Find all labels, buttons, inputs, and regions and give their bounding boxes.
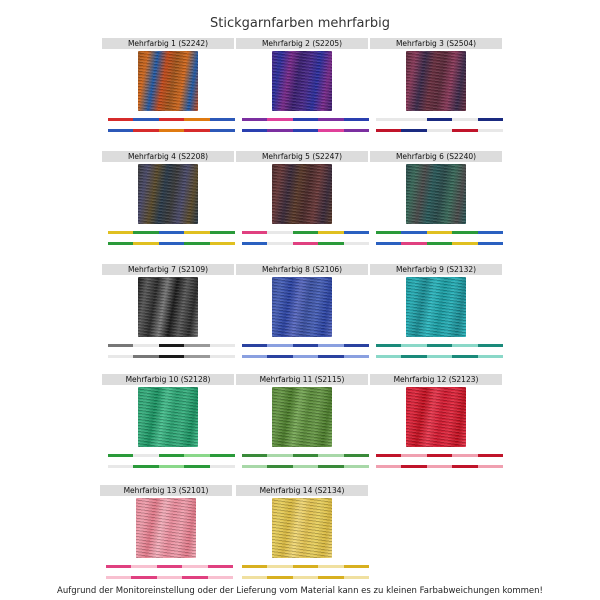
stripe-segment <box>452 465 477 468</box>
stripe-segment <box>159 242 184 245</box>
stripe-segment <box>159 344 184 347</box>
thread-spool-image <box>272 498 332 558</box>
stripe-segment <box>159 118 184 121</box>
disclaimer-text: Aufgrund der Monitoreinstellung oder der Lieferung vom Material kann es zu kleinen Farbabweichungen kommen! <box>57 586 543 596</box>
stripe-segment <box>401 355 426 358</box>
color-card <box>100 485 232 581</box>
stripe-segment <box>478 129 503 132</box>
stripe-segment <box>427 129 452 132</box>
stripe-segment <box>133 355 158 358</box>
stripe-segment <box>401 465 426 468</box>
stripe-segment <box>184 231 209 234</box>
thread-spool-image <box>138 164 198 224</box>
color-card <box>370 38 502 134</box>
thread-stripe <box>242 231 369 234</box>
thread-stripe <box>376 231 503 234</box>
stripe-segment <box>106 576 131 579</box>
stripe-segment <box>452 129 477 132</box>
stripe-segment <box>376 231 401 234</box>
stripe-segment <box>131 565 156 568</box>
stripe-segment <box>242 129 267 132</box>
stripe-segment <box>108 242 133 245</box>
stripe-segment <box>344 231 369 234</box>
stripe-segment <box>210 118 235 121</box>
thread-stripe <box>108 231 235 234</box>
thread-stripe <box>376 344 503 347</box>
color-label: Mehrfarbig 12 (S2123) <box>370 374 502 385</box>
color-label: Mehrfarbig 8 (S2106) <box>236 264 368 275</box>
color-label: Mehrfarbig 1 (S2242) <box>102 38 234 49</box>
color-label: Mehrfarbig 2 (S2205) <box>236 38 368 49</box>
stripe-segment <box>318 344 343 347</box>
stripe-segment <box>208 576 233 579</box>
stripe-segment <box>242 242 267 245</box>
stripe-segment <box>293 118 318 121</box>
stripe-segment <box>106 565 131 568</box>
stripe-segment <box>267 344 292 347</box>
stripe-segment <box>478 355 503 358</box>
stripe-segment <box>242 355 267 358</box>
stripe-segment <box>376 242 401 245</box>
stripe-segment <box>242 344 267 347</box>
thread-stripe <box>242 242 369 245</box>
stripe-segment <box>133 231 158 234</box>
stripe-segment <box>267 242 292 245</box>
stripe-segment <box>401 242 426 245</box>
stripe-segment <box>344 355 369 358</box>
stripe-segment <box>108 465 133 468</box>
stripe-segment <box>401 129 426 132</box>
thread-spool-image <box>406 387 466 447</box>
thread-stripe <box>108 355 235 358</box>
thread-spool-image <box>138 387 198 447</box>
color-card <box>236 38 368 134</box>
stripe-segment <box>293 454 318 457</box>
stripe-segment <box>344 129 369 132</box>
stripe-segment <box>184 118 209 121</box>
thread-stripe <box>108 465 235 468</box>
thread-stripe <box>242 355 369 358</box>
stripe-segment <box>267 465 292 468</box>
color-label: Mehrfarbig 5 (S2247) <box>236 151 368 162</box>
stripe-segment <box>452 118 477 121</box>
stripe-segment <box>184 344 209 347</box>
stripe-segment <box>108 344 133 347</box>
stripe-segment <box>478 344 503 347</box>
stripe-segment <box>267 576 292 579</box>
stripe-segment <box>267 129 292 132</box>
stripe-segment <box>293 355 318 358</box>
color-label: Mehrfarbig 7 (S2109) <box>102 264 234 275</box>
color-label: Mehrfarbig 6 (S2240) <box>370 151 502 162</box>
color-label: Mehrfarbig 9 (S2132) <box>370 264 502 275</box>
thread-stripe <box>242 344 369 347</box>
thread-stripe <box>376 465 503 468</box>
color-card <box>102 151 234 247</box>
stripe-segment <box>427 231 452 234</box>
stripe-segment <box>427 118 452 121</box>
stripe-segment <box>376 454 401 457</box>
stripe-segment <box>267 118 292 121</box>
color-card <box>236 485 368 581</box>
thread-spool-image <box>272 387 332 447</box>
stripe-segment <box>293 129 318 132</box>
thread-stripe <box>106 565 233 568</box>
color-label: Mehrfarbig 4 (S2208) <box>102 151 234 162</box>
stripe-segment <box>108 118 133 121</box>
stripe-segment <box>131 576 156 579</box>
stripe-segment <box>267 454 292 457</box>
stripe-segment <box>159 454 184 457</box>
thread-stripe <box>108 129 235 132</box>
color-card <box>370 374 502 470</box>
stripe-segment <box>133 129 158 132</box>
stripe-segment <box>293 231 318 234</box>
thread-spool-image <box>406 164 466 224</box>
thread-stripe <box>242 129 369 132</box>
thread-stripe <box>108 242 235 245</box>
color-label: Mehrfarbig 10 (S2128) <box>102 374 234 385</box>
thread-stripe <box>108 454 235 457</box>
stripe-segment <box>427 242 452 245</box>
stripe-segment <box>318 355 343 358</box>
stripe-segment <box>267 231 292 234</box>
stripe-segment <box>133 465 158 468</box>
stripe-segment <box>376 465 401 468</box>
stripe-segment <box>208 565 233 568</box>
thread-spool-image <box>406 51 466 111</box>
stripe-segment <box>427 454 452 457</box>
stripe-segment <box>401 118 426 121</box>
stripe-segment <box>427 344 452 347</box>
stripe-segment <box>344 454 369 457</box>
thread-stripe <box>108 118 235 121</box>
stripe-segment <box>376 344 401 347</box>
stripe-segment <box>182 576 207 579</box>
thread-spool-image <box>138 51 198 111</box>
stripe-segment <box>318 576 343 579</box>
stripe-segment <box>344 565 369 568</box>
stripe-segment <box>184 129 209 132</box>
thread-spool-image <box>406 277 466 337</box>
thread-stripe <box>376 118 503 121</box>
stripe-segment <box>293 576 318 579</box>
stripe-segment <box>293 242 318 245</box>
stripe-segment <box>157 565 182 568</box>
stripe-segment <box>452 355 477 358</box>
thread-spool-image <box>272 164 332 224</box>
stripe-segment <box>344 576 369 579</box>
stripe-segment <box>108 129 133 132</box>
stripe-segment <box>318 454 343 457</box>
stripe-segment <box>318 118 343 121</box>
thread-spool-image <box>272 277 332 337</box>
stripe-segment <box>344 118 369 121</box>
color-card <box>236 151 368 247</box>
thread-stripe <box>242 576 369 579</box>
stripe-segment <box>293 565 318 568</box>
stripe-segment <box>376 355 401 358</box>
thread-stripe <box>106 576 233 579</box>
stripe-segment <box>478 118 503 121</box>
stripe-segment <box>242 465 267 468</box>
thread-stripe <box>242 118 369 121</box>
thread-stripe <box>376 454 503 457</box>
stripe-segment <box>242 454 267 457</box>
stripe-segment <box>318 242 343 245</box>
stripe-segment <box>478 465 503 468</box>
thread-spool-image <box>272 51 332 111</box>
stripe-segment <box>376 129 401 132</box>
stripe-segment <box>210 454 235 457</box>
stripe-segment <box>344 465 369 468</box>
color-card <box>102 38 234 134</box>
stripe-segment <box>401 454 426 457</box>
stripe-segment <box>452 242 477 245</box>
stripe-segment <box>478 231 503 234</box>
color-label: Mehrfarbig 14 (S2134) <box>236 485 368 496</box>
thread-spool-image <box>136 498 196 558</box>
color-card <box>236 264 368 360</box>
thread-stripe <box>376 129 503 132</box>
thread-stripe <box>242 454 369 457</box>
thread-stripe <box>242 465 369 468</box>
color-label: Mehrfarbig 3 (S2504) <box>370 38 502 49</box>
stripe-segment <box>318 465 343 468</box>
stripe-segment <box>210 231 235 234</box>
color-label: Mehrfarbig 13 (S2101) <box>100 485 232 496</box>
stripe-segment <box>159 129 184 132</box>
stripe-segment <box>182 565 207 568</box>
stripe-segment <box>184 454 209 457</box>
stripe-segment <box>159 355 184 358</box>
stripe-segment <box>293 465 318 468</box>
stripe-segment <box>157 576 182 579</box>
stripe-segment <box>133 118 158 121</box>
color-label: Mehrfarbig 11 (S2115) <box>236 374 368 385</box>
stripe-segment <box>344 344 369 347</box>
color-card <box>236 374 368 470</box>
stripe-segment <box>478 242 503 245</box>
stripe-segment <box>318 231 343 234</box>
stripe-segment <box>318 565 343 568</box>
stripe-segment <box>293 344 318 347</box>
stripe-segment <box>133 242 158 245</box>
stripe-segment <box>267 565 292 568</box>
stripe-segment <box>159 231 184 234</box>
color-card <box>370 264 502 360</box>
thread-stripe <box>376 242 503 245</box>
stripe-segment <box>267 355 292 358</box>
stripe-segment <box>427 465 452 468</box>
stripe-segment <box>133 344 158 347</box>
stripe-segment <box>133 454 158 457</box>
color-card <box>370 151 502 247</box>
stripe-segment <box>184 242 209 245</box>
stripe-segment <box>108 355 133 358</box>
stripe-segment <box>242 118 267 121</box>
stripe-segment <box>210 242 235 245</box>
color-card <box>102 264 234 360</box>
stripe-segment <box>210 355 235 358</box>
stripe-segment <box>159 465 184 468</box>
stripe-segment <box>401 231 426 234</box>
stripe-segment <box>210 465 235 468</box>
stripe-segment <box>210 344 235 347</box>
stripe-segment <box>452 344 477 347</box>
thread-stripe <box>108 344 235 347</box>
stripe-segment <box>242 231 267 234</box>
stripe-segment <box>344 242 369 245</box>
stripe-segment <box>452 454 477 457</box>
stripe-segment <box>108 231 133 234</box>
stripe-segment <box>318 129 343 132</box>
stripe-segment <box>478 454 503 457</box>
stripe-segment <box>242 565 267 568</box>
stripe-segment <box>376 118 401 121</box>
thread-stripe <box>242 565 369 568</box>
stripe-segment <box>452 231 477 234</box>
stripe-segment <box>184 355 209 358</box>
stripe-segment <box>108 454 133 457</box>
page-title: Stickgarnfarben mehrfarbig <box>210 16 390 31</box>
stripe-segment <box>184 465 209 468</box>
stripe-segment <box>401 344 426 347</box>
color-card <box>102 374 234 470</box>
stripe-segment <box>427 355 452 358</box>
thread-spool-image <box>138 277 198 337</box>
stripe-segment <box>242 576 267 579</box>
stripe-segment <box>210 129 235 132</box>
thread-stripe <box>376 355 503 358</box>
